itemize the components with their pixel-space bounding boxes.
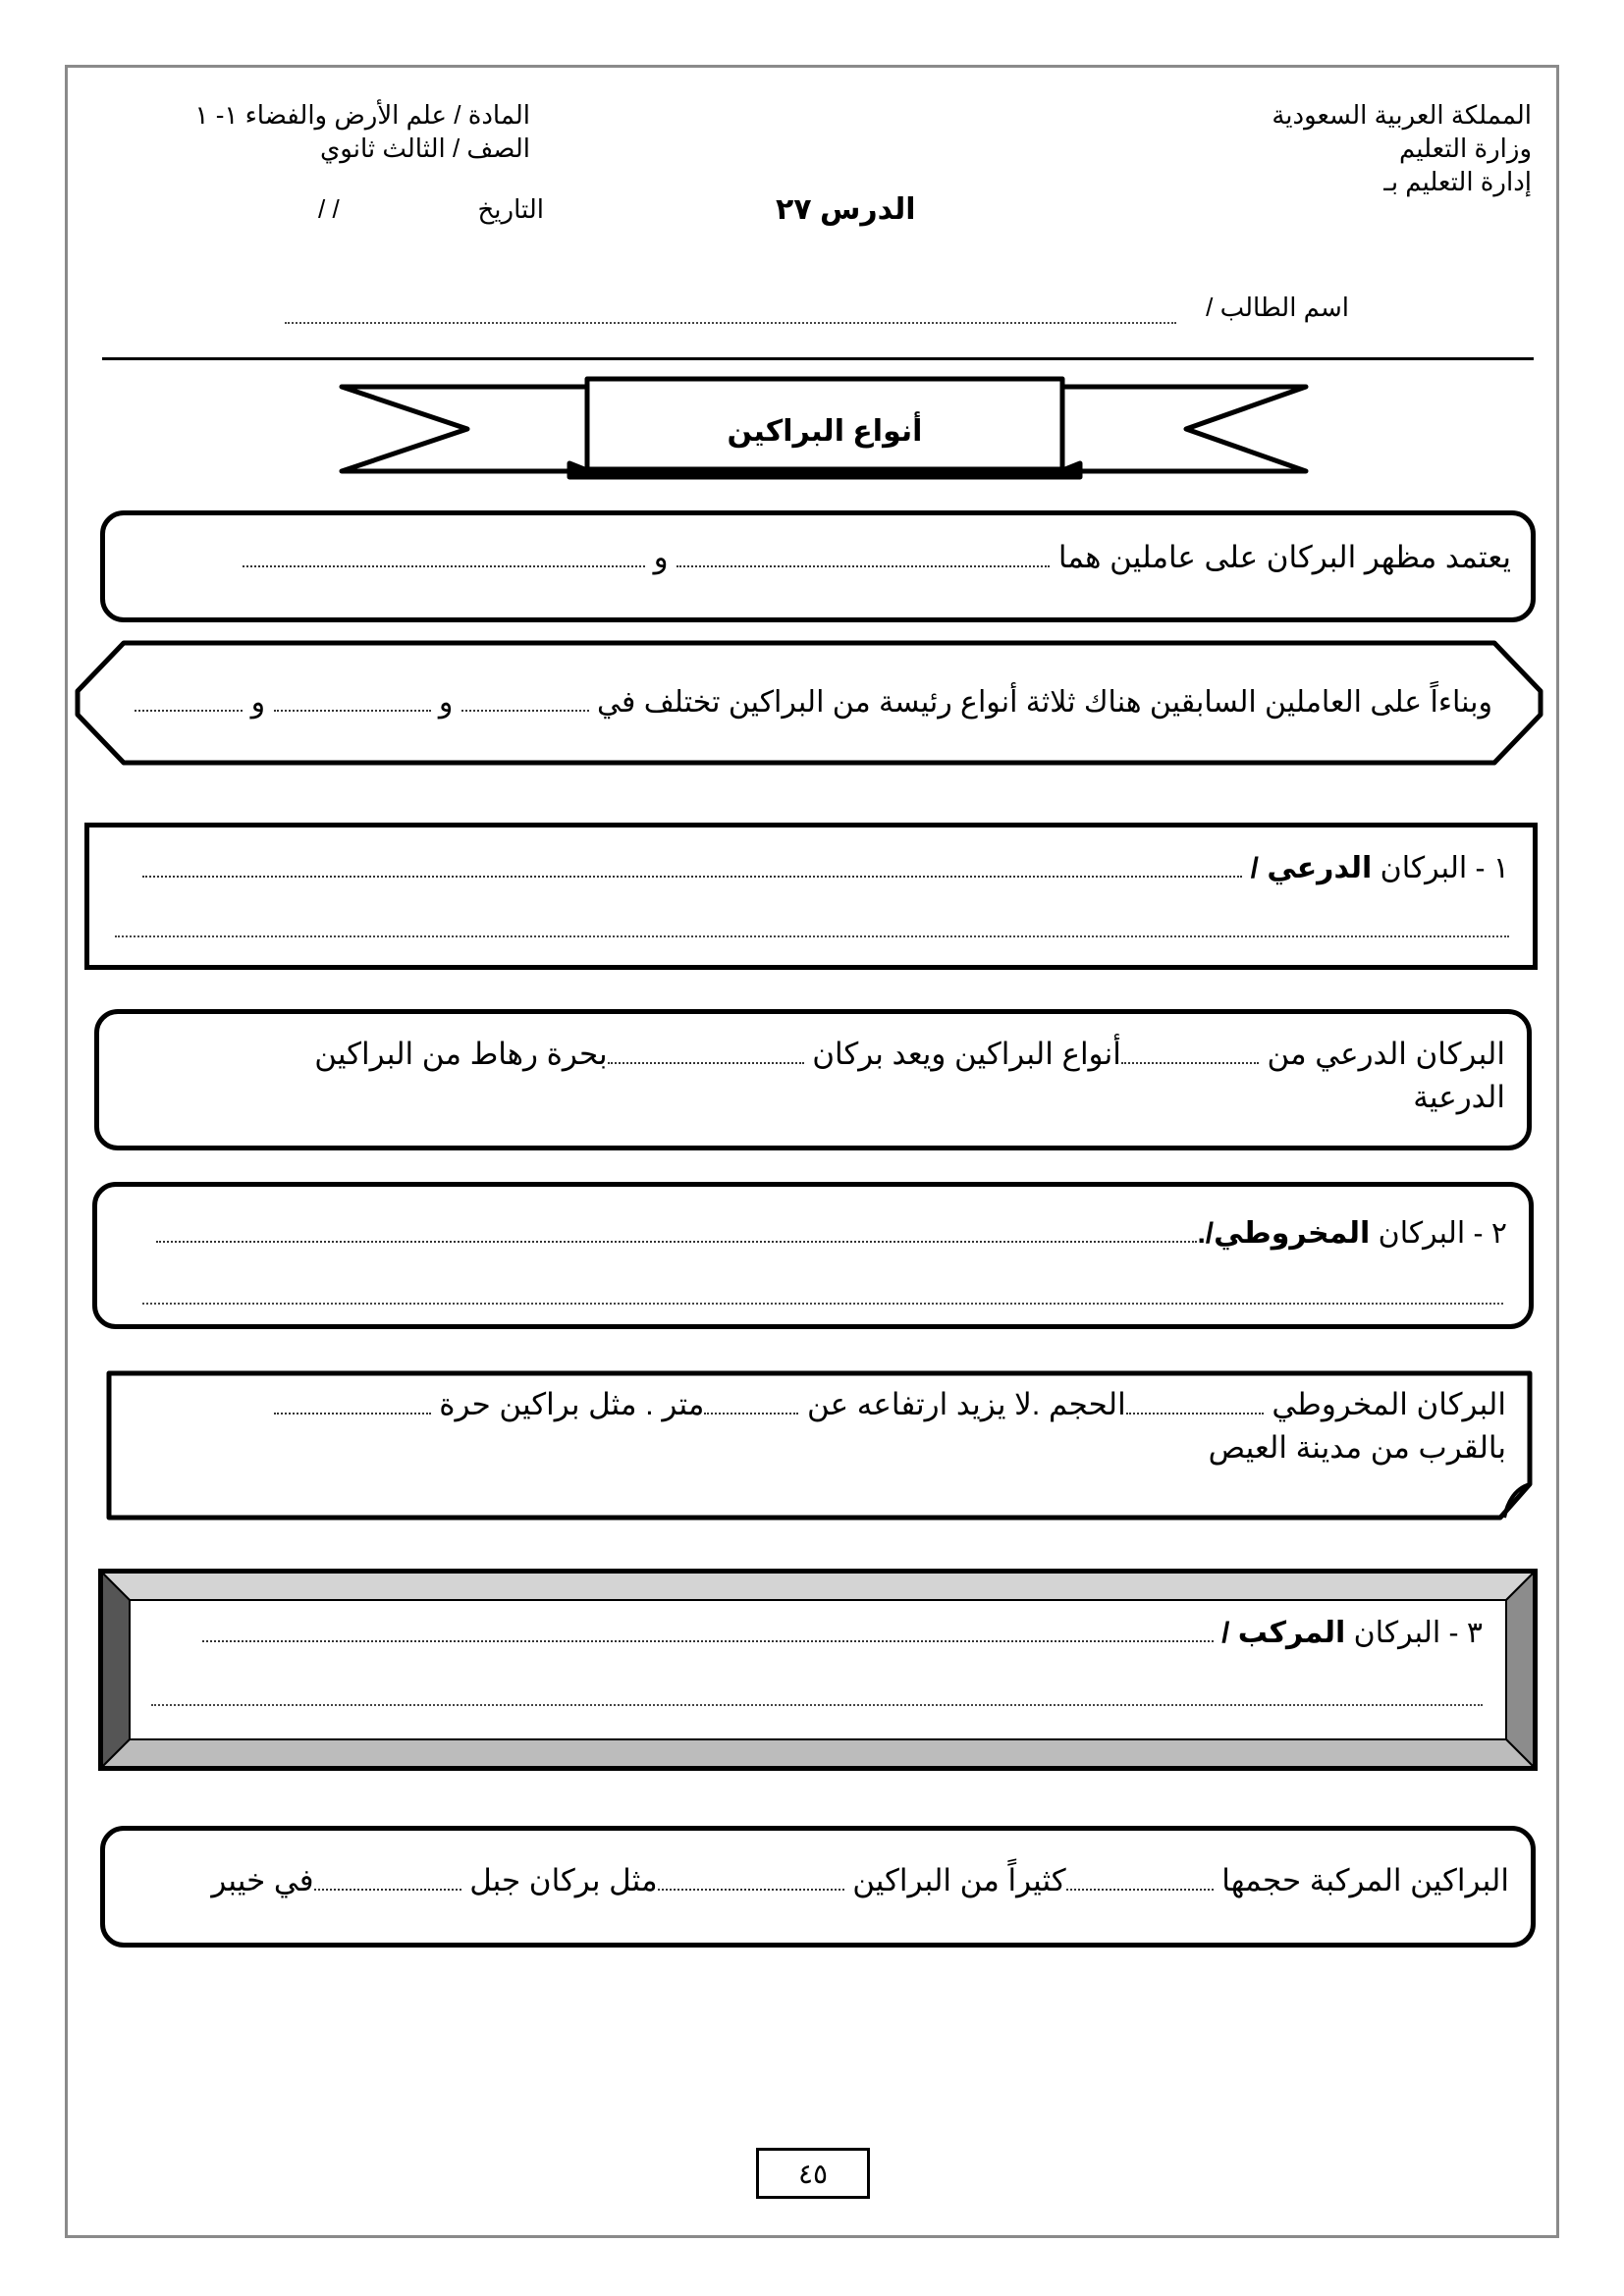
factor-2-blank[interactable] — [243, 544, 645, 567]
composite-desc-3: مثل بركان جبل — [469, 1863, 658, 1897]
cinder-height-blank[interactable] — [704, 1391, 798, 1415]
composite-heading: ٣ - البركان — [1345, 1617, 1483, 1649]
header-administration: إدارة التعليم بـ — [1383, 167, 1532, 196]
type-criterion-1-blank[interactable] — [461, 688, 589, 712]
types-intro-text: وبناءاً على العاملين السابقين هناك ثلاثة أنواع رئيسة من البراكين تختلف في — [597, 686, 1492, 719]
shield-box — [84, 823, 1538, 970]
shield-desc-4: الدرعية — [1413, 1080, 1505, 1114]
title-box — [587, 389, 1062, 473]
page-number: ٤٥ — [756, 2148, 870, 2199]
cinder-heading: ٢ - البركان — [1370, 1217, 1507, 1250]
header-right — [1272, 98, 1532, 198]
shield-desc-2: أنواع البراكين ويعد بركان — [812, 1037, 1121, 1071]
shield-desc-box — [94, 1009, 1532, 1150]
factors-text: يعتمد مظهر البركان على عاملين هما — [1057, 540, 1511, 574]
composite-desc-1: البراكين المركبة حجمها — [1221, 1863, 1509, 1897]
cinder-desc-4: بالقرب من مدينة العيص — [1208, 1430, 1506, 1465]
types-intro-and-1: و — [438, 686, 454, 719]
date-separators: / / — [318, 194, 340, 224]
composite-desc-box — [100, 1826, 1536, 1948]
shield-desc-3: بحرة رهاط من البراكين — [314, 1037, 608, 1071]
composite-size-blank[interactable] — [1066, 1867, 1214, 1891]
types-intro — [135, 683, 1492, 722]
header-left — [195, 98, 530, 165]
cinder-desc-2: الحجم .لا يزيد ارتفاعه عن — [807, 1387, 1126, 1421]
shield-heading-bold: الدرعي / — [1250, 852, 1373, 884]
composite-frame — [98, 1569, 1538, 1771]
composite-example-blank[interactable] — [314, 1867, 461, 1891]
header-kingdom: المملكة العربية السعودية — [1272, 100, 1532, 130]
header-ministry: وزارة التعليم — [1398, 133, 1532, 163]
types-intro-and-2: و — [250, 686, 266, 719]
shield-size-blank[interactable] — [1121, 1041, 1259, 1064]
composite-definition-blank-1[interactable] — [202, 1619, 1214, 1642]
subject-label: المادة / علم الأرض والفضاء ١- ١ — [194, 100, 530, 130]
student-name-field[interactable] — [285, 322, 1176, 324]
student-name-label: اسم الطالب / — [1206, 293, 1349, 322]
type-criterion-3-blank[interactable] — [135, 688, 243, 712]
cinder-definition-blank-2[interactable] — [142, 1303, 1503, 1305]
shield-definition-blank-2[interactable] — [115, 935, 1509, 937]
composite-compare-blank[interactable] — [658, 1867, 844, 1891]
composite-definition-blank-2[interactable] — [151, 1704, 1483, 1706]
cinder-size-blank[interactable] — [1126, 1391, 1264, 1415]
factors-box — [100, 510, 1536, 622]
lesson-number: الدرس ٢٧ — [776, 193, 916, 226]
cinder-example-blank[interactable] — [274, 1391, 431, 1415]
shield-heading: ١ - البركان — [1372, 852, 1509, 884]
date-label: التاريخ — [477, 194, 544, 224]
factors-and: و — [653, 540, 669, 574]
composite-heading-bold: المركب / — [1221, 1617, 1346, 1649]
header-divider — [102, 357, 1534, 360]
page-title: أنواع البراكين — [727, 414, 923, 448]
cinder-definition-blank-1[interactable] — [156, 1219, 1197, 1243]
type-criterion-2-blank[interactable] — [274, 688, 431, 712]
grade-label: الصف / الثالث ثانوي — [319, 133, 530, 163]
factor-1-blank[interactable] — [677, 544, 1050, 567]
cinder-box — [92, 1182, 1534, 1329]
composite-desc-2: كثيراً من البراكين — [852, 1863, 1066, 1897]
cinder-desc-1: البركان المخروطي — [1272, 1387, 1506, 1421]
cinder-desc — [274, 1384, 1506, 1425]
composite-heading-row — [202, 1614, 1483, 1653]
shield-definition-blank-1[interactable] — [142, 854, 1242, 878]
cinder-desc-3: متر . مثل براكين حرة — [439, 1387, 705, 1421]
composite-desc-4: في خيبر — [211, 1863, 314, 1897]
shield-desc-1: البركان الدرعي من — [1267, 1037, 1505, 1071]
cinder-heading-bold: المخروطي/. — [1197, 1217, 1371, 1250]
shield-example-blank[interactable] — [608, 1041, 804, 1064]
